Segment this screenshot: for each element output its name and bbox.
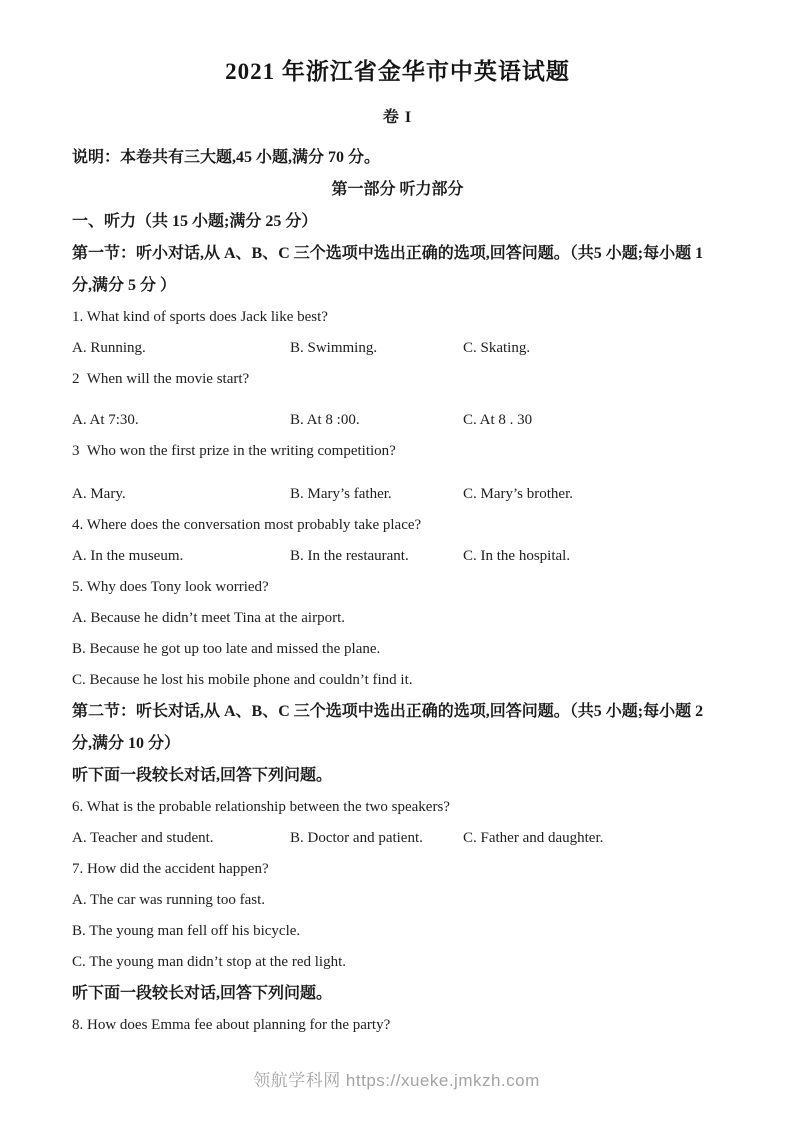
question-1-option-b: B. Swimming. xyxy=(290,340,378,356)
question-6-option-a: A. Teacher and student. xyxy=(72,830,214,846)
question-7-option-c: C. The young man didn’t stop at the red light. xyxy=(72,954,346,970)
section2-heading: 第二节：听长对话,从 A、B、C 三个选项中选出正确的选项,回答问题。（共5 小题;每小题 2 分,满分 10 分） xyxy=(72,703,704,752)
page-title: 2021 年浙江省金华市中英语试题 xyxy=(225,59,570,84)
question-4-options xyxy=(72,541,723,572)
exam-instructions: 说明：本卷共有三大题,45 小题,满分 70 分。 xyxy=(72,149,381,166)
question-4-option-b: B. In the restaurant. xyxy=(290,548,409,564)
question-2-option-c: C. At 8 . 30 xyxy=(463,412,533,428)
question-6-text: 6. What is the probable relationship between the two speakers? xyxy=(72,799,450,815)
question-5-option-a: A. Because he didn’t meet Tina at the airport. xyxy=(72,610,345,626)
volume-label: 卷 I xyxy=(382,109,413,126)
section2-dialog2-note: 听下面一段较长对话,回答下列问题。 xyxy=(72,985,333,1002)
question-5-option-c: C. Because he lost his mobile phone and couldn’t find it. xyxy=(72,672,413,688)
question-6-options xyxy=(72,823,723,854)
question-6-option-c: C. Father and daughter. xyxy=(463,830,604,846)
question-8-text: 8. How does Emma fee about planning for the party? xyxy=(72,1017,391,1033)
question-4-text: 4. Where does the conversation most probably take place? xyxy=(72,517,422,533)
question-1-text: 1. What kind of sports does Jack like best? xyxy=(72,309,328,325)
question-5-text: 5. Why does Tony look worried? xyxy=(72,579,269,595)
section2-dialog1-note: 听下面一段较长对话,回答下列问题。 xyxy=(72,767,333,784)
question-4-option-a: A. In the museum. xyxy=(72,548,184,564)
question-2-options xyxy=(72,405,723,436)
question-3-text: 3 Who won the first prize in the writing competition? xyxy=(72,443,396,459)
question-6-option-b: B. Doctor and patient. xyxy=(290,830,423,846)
question-7-text: 7. How did the accident happen? xyxy=(72,861,269,877)
question-7-option-b: B. The young man fell off his bicycle. xyxy=(72,923,301,939)
question-4-option-c: C. In the hospital. xyxy=(463,548,571,564)
question-1-option-a: A. Running. xyxy=(72,340,146,356)
section1-heading: 第一节：听小对话,从 A、B、C 三个选项中选出正确的选项,回答问题。（共5 小题;每小题 1 分,满分 5 分 ） xyxy=(72,245,704,294)
question-5-option-b: B. Because he got up too late and missed the plane. xyxy=(72,641,381,657)
question-3-option-b: B. Mary’s father. xyxy=(290,486,392,502)
question-1-option-c: C. Skating. xyxy=(463,340,531,356)
question-2-option-a: A. At 7:30. xyxy=(72,412,139,428)
question-2-text: 2 When will the movie start? xyxy=(72,371,250,387)
question-3-option-a: A. Mary. xyxy=(72,486,126,502)
listening-heading: 一、听力（共 15 小题;满分 25 分） xyxy=(72,213,318,230)
part1-heading: 第一部分 听力部分 xyxy=(331,181,464,198)
question-1-options xyxy=(72,333,723,364)
question-3-options xyxy=(72,479,723,510)
question-7-option-a: A. The car was running too fast. xyxy=(72,892,266,908)
watermark-text: 领航学科网 https://xueke.jmkzh.com xyxy=(253,1071,540,1090)
question-3-option-c: C. Mary’s brother. xyxy=(463,486,573,502)
question-2-option-b: B. At 8 :00. xyxy=(290,412,360,428)
